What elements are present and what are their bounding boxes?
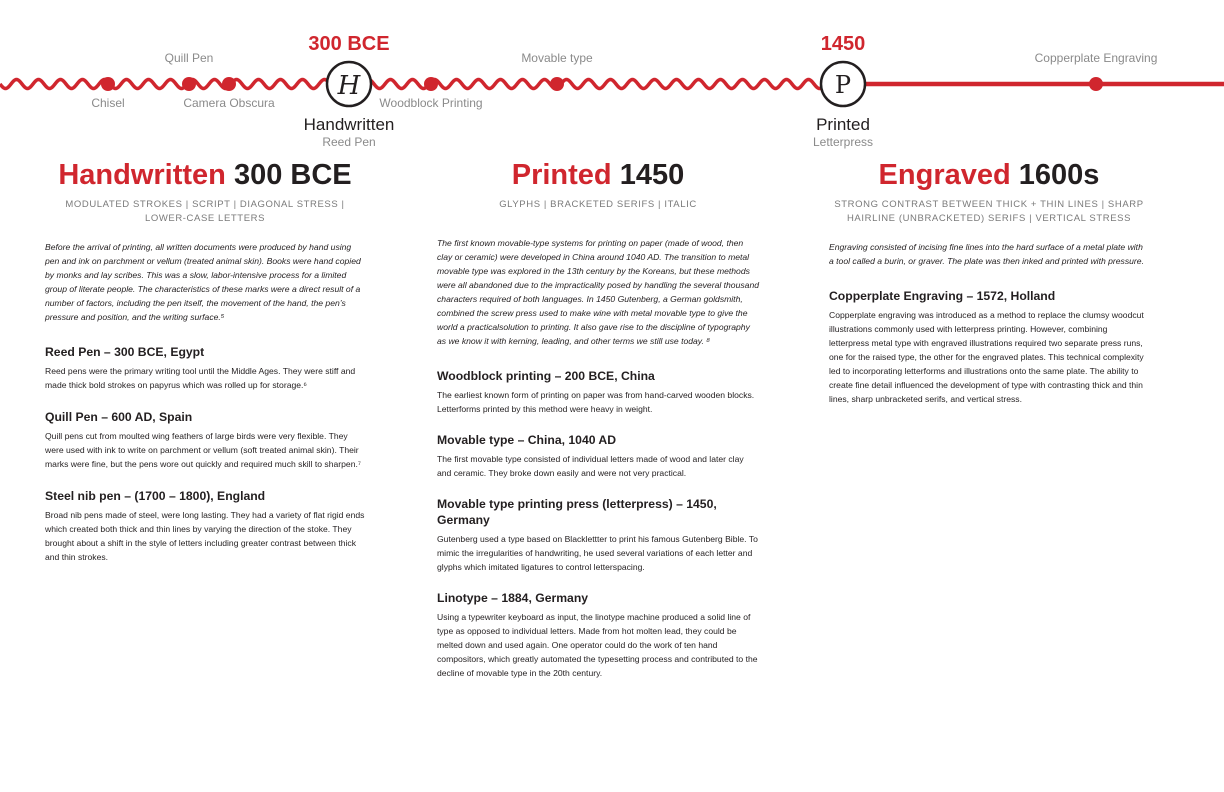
column-title-year: 1600s [1018, 159, 1100, 191]
column-title-year: 1450 [619, 159, 685, 191]
column-printed [437, 158, 759, 680]
section-heading: Reed Pen – 300 BCE, Egypt [45, 345, 205, 359]
section-body: Copperplate engraving was introduced as a method to replace the clumsy woodcut illustrations commonly used with letterpress printing. However, combining letterpress metal type with engraved illustrations required two separate press runs, one for the raised type, the other for the engraved plates. This technical complexity led to incorporating letterforms and illustrations onto the same plate. The ability to create fine detail influenced the development of type with contrasting thick and thin lines, sharp unbracketed serifs, and vertical stress. [829, 310, 1144, 404]
timeline-label-copperplate-engraving: Copperplate Engraving [1034, 51, 1158, 65]
column-title-label: Engraved [878, 159, 1011, 191]
printed-p-glyph: P [834, 71, 852, 99]
milestone-handwritten-marker [327, 62, 371, 106]
section-body: The first movable type consisted of individual letters made of wood and later clay and ceramic. They broke down easily and were not very practical. [437, 454, 744, 478]
column-traits: STRONG CONTRAST BETWEEN THICK + THIN LINES | SHARP HAIRLINE (UNBRACKETED) SERIFS | VERTICAL STRESS [834, 199, 1144, 224]
column-title-year: 300 BCE [233, 159, 352, 191]
column-traits: GLYPHS | BRACKETED SERIFS | ITALIC [499, 199, 697, 210]
section-heading: Steel nib pen – (1700 – 1800), England [45, 489, 266, 503]
section-body: Quill pens cut from moulted wing feathers of large birds were very flexible. They were used with ink to write on parchment or vellum (soft treated animal skin). Their marks were fine, but the pens wore out quickly and required much skill to sharpen.⁷ [45, 431, 361, 469]
milestone-printed-marker [821, 62, 865, 106]
column-engraved [829, 158, 1149, 406]
section-heading: Linotype – 1884, Germany [437, 591, 589, 605]
column-traits: MODULATED STROKES | SCRIPT | DIAGONAL STRESS | LOWER-CASE LETTERS [65, 199, 345, 224]
timeline [0, 0, 1224, 160]
timeline-graphic [0, 0, 1224, 160]
column-title-printed [437, 158, 759, 192]
column-title-label: Printed [511, 159, 612, 191]
section-body: Broad nib pens made of steel, were long lasting. They had a variety of flat rigid ends which created both thick and thin lines by varying the direction of the stoke. They brought about a shift in the style of letters including greater contrast between thick and thin strokes. [45, 510, 365, 562]
column-title-engraved [829, 158, 1149, 192]
timeline-wavy-line [0, 80, 822, 89]
section-heading: Quill Pen – 600 AD, Spain [45, 410, 193, 424]
timeline-label-movable-type: Movable type [521, 51, 593, 65]
timeline-dot-chisel [101, 77, 115, 91]
timeline-dot-woodblock-printing [424, 77, 438, 91]
milestone-era-handwritten: Handwritten [303, 115, 395, 134]
timeline-dot-camera-obscura [222, 77, 236, 91]
milestone-era-printed: Printed [816, 115, 870, 134]
section-body: The earliest known form of printing on paper was from hand-carved wooden blocks. Letterforms printed by this method were heavy in weight. [437, 390, 755, 414]
section-body: Gutenberg used a type based on Blacklettter to print his famous Gutenberg Bible. To mimic the irregularities of handwriting, he used several variations of each letter and glyphs which imitated ligatures to control letterspacing. [437, 534, 758, 572]
timeline-dot-copperplate-engraving [1089, 77, 1103, 91]
section-body: Using a typewriter keyboard as input, the linotype machine produced a solid line of type as opposed to individual letters. Made from hot molten lead, they could be melted down and used again. One operator could do the work of ten hand compositors, which greatly automated the typesetting process and contributed to the decline of movable type in the 20th century. [437, 612, 758, 678]
section-heading: Copperplate Engraving – 1572, Holland [829, 289, 1056, 303]
column-title-label: Handwritten [58, 159, 226, 191]
timeline-dot-movable-type [550, 77, 564, 91]
column-intro: The first known movable-type systems for printing on paper (made of wood, then clay or ceramic) were developed in China around 1040 AD. The transition to metal movable type was explored in the 13th century by the Koreans, but these methods were all abandoned due to the impracticality posed by handling the several thousand characters required of both languages. In 1450 Gutenberg, a German goldsmith, combined the screw press used to make wine with metal movable type to give the world a practicalsolution to printing. It also gave rise to the discipline of typography as we know it with kerning, leading, and other terms we still use today. ⁸ [437, 238, 760, 346]
milestone-year-printed: 1450 [820, 33, 866, 55]
handwritten-h-glyph: H [337, 71, 361, 101]
timeline-label-chisel: Chisel [91, 96, 125, 110]
milestone-year-handwritten: 300 BCE [308, 33, 390, 55]
column-title-handwritten [45, 158, 365, 192]
section-heading: Movable type printing press (letterpress) – 1450, Germany [437, 497, 717, 527]
column-intro: Engraving consisted of incising fine lines into the hard surface of a metal plate with a tool called a burin, or graver. The plate was then inked and printed with pressure. [829, 242, 1144, 266]
timeline-label-quill-pen: Quill Pen [164, 51, 214, 65]
milestone-tool-handwritten: Reed Pen [322, 135, 376, 149]
timeline-dot-quill-pen [182, 77, 196, 91]
section-body: Reed pens were the primary writing tool until the Middle Ages. They were stiff and made thick bold strokes on papyrus which was rolled up for storage.⁶ [45, 366, 356, 390]
section-heading: Woodblock printing – 200 BCE, China [437, 369, 655, 383]
timeline-label-woodblock-printing: Woodblock Printing [379, 96, 483, 110]
column-handwritten [45, 158, 365, 564]
column-intro: Before the arrival of printing, all written documents were produced by hand using pen and ink on parchment or vellum (treated animal skin). Books were hand copied by monks and lay scribes. This was a slow, labor-intensive process for a limited group of literate people. The characteristics of these marks were a direct result of a number of factors, including the pen itself, the movement of the hand, the pen’s pressure and position, and the writing surface.⁵ [45, 242, 361, 322]
timeline-label-camera-obscura: Camera Obscura [183, 96, 275, 110]
milestone-tool-printed: Letterpress [812, 135, 874, 149]
section-heading: Movable type – China, 1040 AD [437, 433, 617, 447]
